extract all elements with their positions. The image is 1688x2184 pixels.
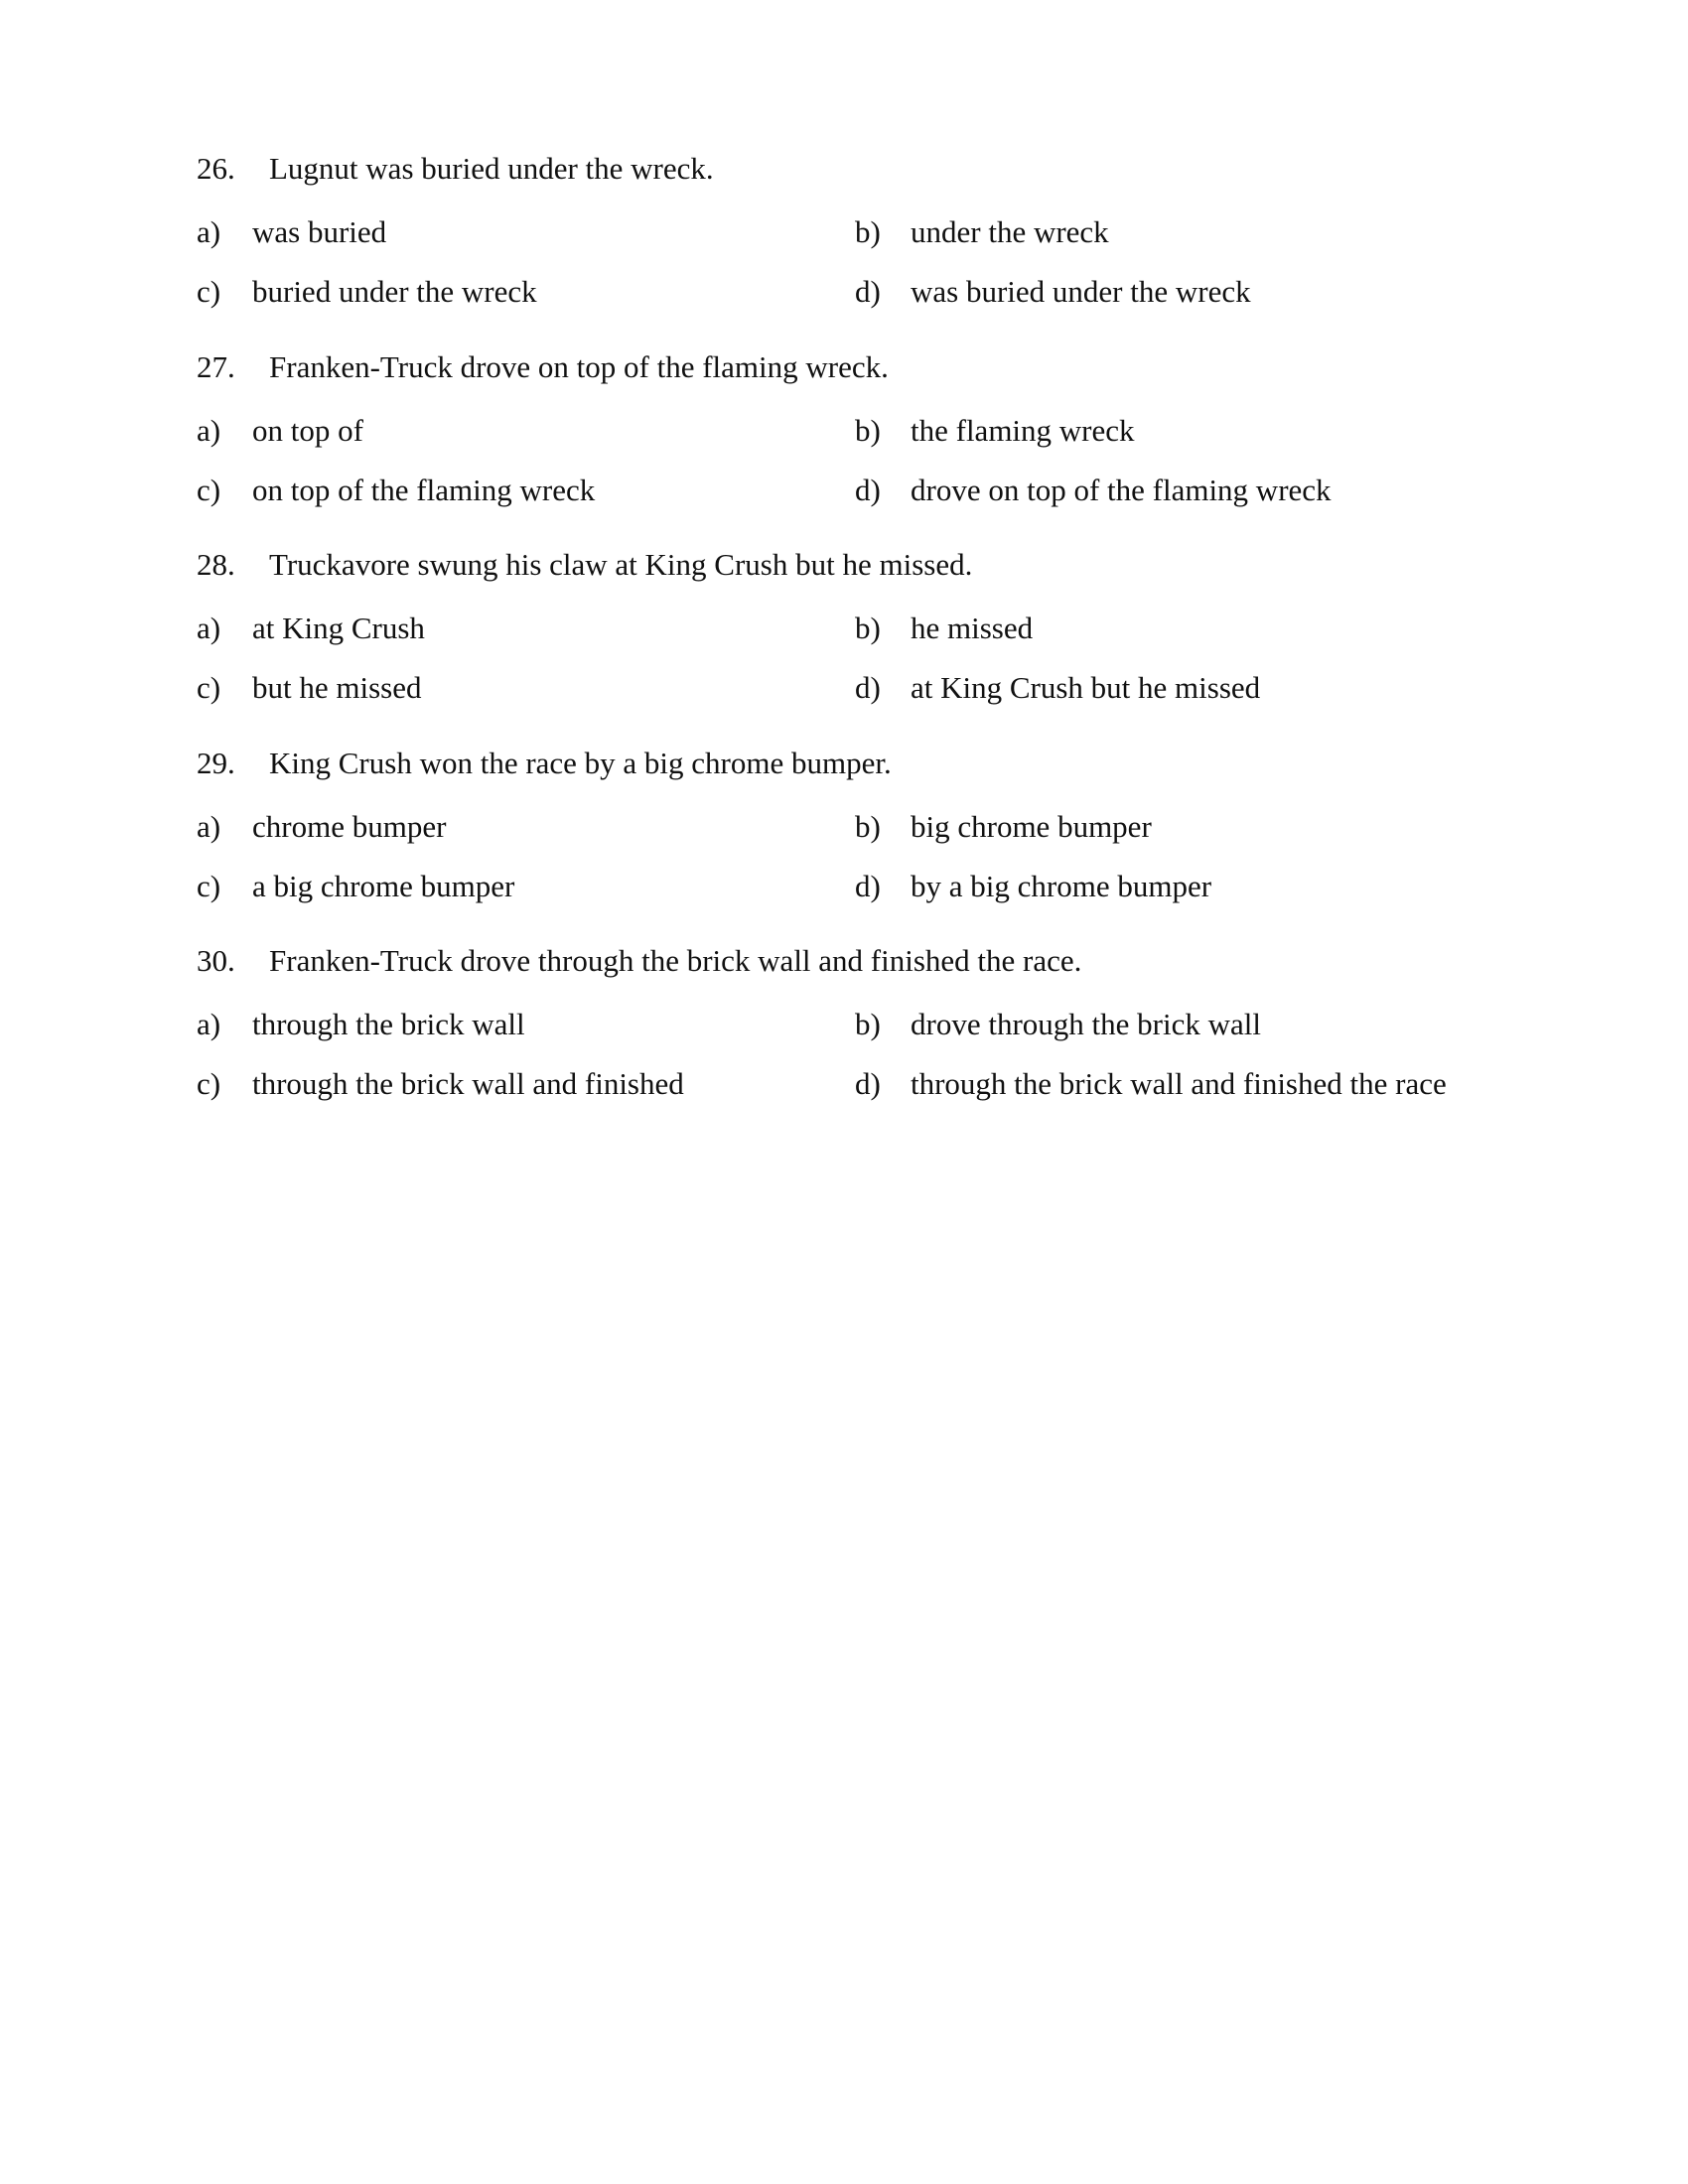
question-number: 26. xyxy=(197,151,235,186)
option-text: through the brick wall and finished xyxy=(252,1066,684,1101)
option-text: through the brick wall xyxy=(252,1007,525,1041)
question-text: Lugnut was buried under the wreck. xyxy=(269,151,714,186)
question-number: 30. xyxy=(197,943,235,978)
option-letter: b) xyxy=(855,413,881,448)
option-letter: a) xyxy=(197,611,221,645)
option-text: on top of the flaming wreck xyxy=(252,473,596,507)
question-28 xyxy=(197,545,1487,708)
option-letter: a) xyxy=(197,413,221,448)
option-letter: b) xyxy=(855,1007,881,1041)
option-text: chrome bumper xyxy=(252,809,447,844)
option-letter: b) xyxy=(855,809,881,844)
option-letter: d) xyxy=(855,473,881,507)
question-text: Franken-Truck drove through the brick wall and finished the race. xyxy=(269,943,1082,978)
option-letter: d) xyxy=(855,670,881,705)
option-letter: a) xyxy=(197,1007,221,1041)
option-text: by a big chrome bumper xyxy=(911,869,1212,903)
question-text: King Crush won the race by a big chrome bumper. xyxy=(269,746,892,780)
question-line xyxy=(197,149,1487,189)
option-letter: c) xyxy=(197,1066,221,1101)
option-letter: d) xyxy=(855,1066,881,1101)
option-text: a big chrome bumper xyxy=(252,869,515,903)
option-text: was buried under the wreck xyxy=(911,274,1251,309)
option-text: big chrome bumper xyxy=(911,809,1152,844)
option-text: through the brick wall and finished the race xyxy=(911,1066,1447,1101)
option-row xyxy=(197,411,1487,451)
option-row xyxy=(197,668,1487,708)
question-number: 28. xyxy=(197,547,235,582)
option-row xyxy=(197,471,1487,510)
question-26 xyxy=(197,149,1487,312)
option-letter: c) xyxy=(197,670,221,705)
option-text: at King Crush xyxy=(252,611,425,645)
question-29 xyxy=(197,744,1487,906)
option-letter: c) xyxy=(197,473,221,507)
question-line xyxy=(197,545,1487,585)
option-row xyxy=(197,867,1487,906)
option-text: under the wreck xyxy=(911,214,1109,249)
option-text: buried under the wreck xyxy=(252,274,537,309)
option-letter: a) xyxy=(197,809,221,844)
option-text: was buried xyxy=(252,214,387,249)
option-text: the flaming wreck xyxy=(911,413,1135,448)
option-text: drove through the brick wall xyxy=(911,1007,1261,1041)
option-letter: d) xyxy=(855,869,881,903)
question-text: Truckavore swung his claw at King Crush but he missed. xyxy=(269,547,973,582)
option-row xyxy=(197,807,1487,847)
option-letter: c) xyxy=(197,869,221,903)
option-row xyxy=(197,609,1487,648)
option-letter: c) xyxy=(197,274,221,309)
option-letter: d) xyxy=(855,274,881,309)
question-number: 27. xyxy=(197,349,235,384)
option-letter: a) xyxy=(197,214,221,249)
option-text: at King Crush but he missed xyxy=(911,670,1261,705)
question-line xyxy=(197,347,1487,387)
question-30 xyxy=(197,941,1487,1104)
question-line xyxy=(197,744,1487,783)
question-27 xyxy=(197,347,1487,510)
option-row xyxy=(197,1005,1487,1044)
option-row xyxy=(197,1064,1487,1104)
option-text: but he missed xyxy=(252,670,422,705)
option-row xyxy=(197,212,1487,252)
option-letter: b) xyxy=(855,611,881,645)
question-number: 29. xyxy=(197,746,235,780)
question-line xyxy=(197,941,1487,981)
option-row xyxy=(197,272,1487,312)
option-letter: b) xyxy=(855,214,881,249)
option-text: drove on top of the flaming wreck xyxy=(911,473,1332,507)
question-text: Franken-Truck drove on top of the flaming wreck. xyxy=(269,349,889,384)
option-text: he missed xyxy=(911,611,1034,645)
option-text: on top of xyxy=(252,413,363,448)
